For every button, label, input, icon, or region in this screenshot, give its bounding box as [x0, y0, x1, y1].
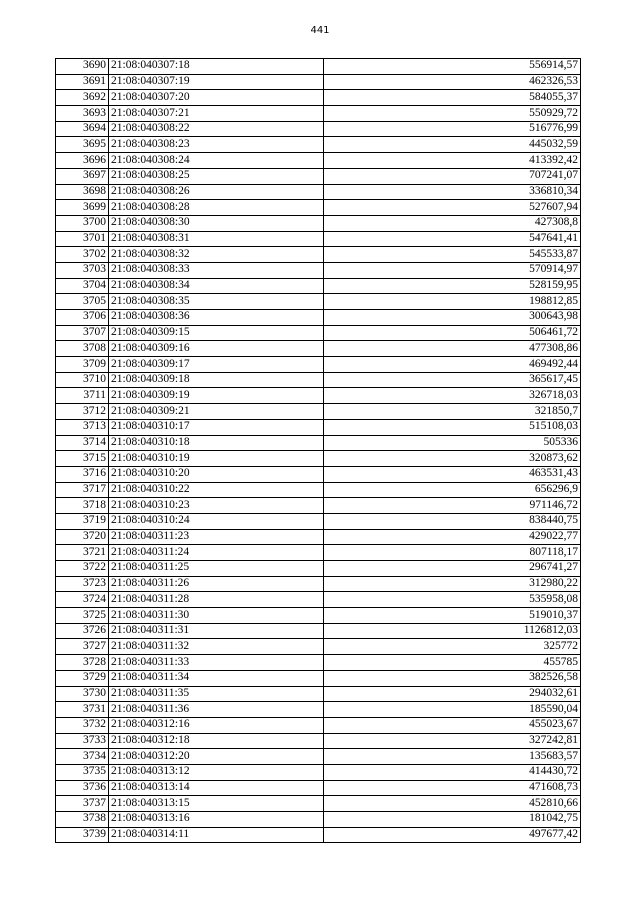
row-number-cell: 3713: [56, 419, 109, 435]
value-cell: 545533,87: [324, 247, 581, 263]
value-cell: 515108,03: [324, 419, 581, 435]
row-number-cell: 3709: [56, 357, 109, 373]
cadastral-number-cell: 21:08:040310:24: [109, 513, 324, 529]
data-table: [55, 58, 581, 843]
row-number-cell: 3702: [56, 247, 109, 263]
row-number-cell: 3717: [56, 482, 109, 498]
value-cell: 382526,58: [324, 670, 581, 686]
cadastral-number-cell: 21:08:040313:14: [109, 780, 324, 796]
page-number: 441: [310, 25, 330, 36]
cadastral-number-cell: 21:08:040310:22: [109, 482, 324, 498]
table-row: [56, 717, 581, 733]
table-row: [56, 498, 581, 514]
table-row: [56, 404, 581, 420]
value-cell: 445032,59: [324, 137, 581, 153]
row-number-cell: 3710: [56, 372, 109, 388]
cadastral-number-cell: 21:08:040313:16: [109, 812, 324, 828]
value-cell: 1126812,03: [324, 623, 581, 639]
table-row: [56, 482, 581, 498]
table-row: [56, 372, 581, 388]
value-cell: 198812,85: [324, 294, 581, 310]
value-cell: 135683,57: [324, 749, 581, 765]
value-cell: 707241,07: [324, 168, 581, 184]
row-number-cell: 3720: [56, 529, 109, 545]
table-row: [56, 529, 581, 545]
cadastral-number-cell: 21:08:040311:36: [109, 702, 324, 718]
row-number-cell: 3711: [56, 388, 109, 404]
value-cell: 365617,45: [324, 372, 581, 388]
table-row: [56, 59, 581, 75]
cadastral-number-cell: 21:08:040311:28: [109, 592, 324, 608]
row-number-cell: 3730: [56, 686, 109, 702]
table-row: [56, 310, 581, 326]
value-cell: 321850,7: [324, 404, 581, 420]
row-number-cell: 3700: [56, 215, 109, 231]
row-number-cell: 3733: [56, 733, 109, 749]
row-number-cell: 3705: [56, 294, 109, 310]
cadastral-number-cell: 21:08:040312:18: [109, 733, 324, 749]
row-number-cell: 3723: [56, 576, 109, 592]
cadastral-number-cell: 21:08:040313:12: [109, 764, 324, 780]
row-number-cell: 3716: [56, 466, 109, 482]
table-row: [56, 388, 581, 404]
row-number-cell: 3729: [56, 670, 109, 686]
row-number-cell: 3691: [56, 74, 109, 90]
value-cell: 527607,94: [324, 200, 581, 216]
value-cell: 519010,37: [324, 608, 581, 624]
table-row: [56, 827, 581, 843]
cadastral-number-cell: 21:08:040308:35: [109, 294, 324, 310]
table-row: [56, 435, 581, 451]
row-number-cell: 3735: [56, 764, 109, 780]
table-row: [56, 200, 581, 216]
row-number-cell: 3701: [56, 231, 109, 247]
cadastral-number-cell: 21:08:040311:26: [109, 576, 324, 592]
cadastral-number-cell: 21:08:040308:34: [109, 278, 324, 294]
row-number-cell: 3721: [56, 545, 109, 561]
value-cell: 505336: [324, 435, 581, 451]
row-number-cell: 3738: [56, 812, 109, 828]
value-cell: 497677,42: [324, 827, 581, 843]
cadastral-number-cell: 21:08:040308:33: [109, 262, 324, 278]
table-row: [56, 231, 581, 247]
cadastral-number-cell: 21:08:040307:19: [109, 74, 324, 90]
cadastral-number-cell: 21:08:040308:26: [109, 184, 324, 200]
table-row: [56, 796, 581, 812]
cadastral-number-cell: 21:08:040308:23: [109, 137, 324, 153]
value-cell: 429022,77: [324, 529, 581, 545]
value-cell: 528159,95: [324, 278, 581, 294]
value-cell: 185590,04: [324, 702, 581, 718]
value-cell: 516776,99: [324, 121, 581, 137]
value-cell: 838440,75: [324, 513, 581, 529]
table-row: [56, 451, 581, 467]
row-number-cell: 3739: [56, 827, 109, 843]
value-cell: 462326,53: [324, 74, 581, 90]
cadastral-number-cell: 21:08:040308:24: [109, 153, 324, 169]
value-cell: 656296,9: [324, 482, 581, 498]
table-row: [56, 608, 581, 624]
row-number-cell: 3697: [56, 168, 109, 184]
value-cell: 550929,72: [324, 106, 581, 122]
row-number-cell: 3693: [56, 106, 109, 122]
cadastral-number-cell: 21:08:040310:20: [109, 466, 324, 482]
row-number-cell: 3722: [56, 561, 109, 577]
row-number-cell: 3704: [56, 278, 109, 294]
value-cell: 326718,03: [324, 388, 581, 404]
cadastral-number-cell: 21:08:040309:18: [109, 372, 324, 388]
table-row: [56, 294, 581, 310]
cadastral-number-cell: 21:08:040309:15: [109, 325, 324, 341]
cadastral-number-cell: 21:08:040307:21: [109, 106, 324, 122]
table-row: [56, 545, 581, 561]
value-cell: 325772: [324, 639, 581, 655]
cadastral-number-cell: 21:08:040311:33: [109, 655, 324, 671]
value-cell: 455023,67: [324, 717, 581, 733]
row-number-cell: 3737: [56, 796, 109, 812]
cadastral-number-cell: 21:08:040311:30: [109, 608, 324, 624]
value-cell: 296741,27: [324, 561, 581, 577]
cadastral-number-cell: 21:08:040313:15: [109, 796, 324, 812]
row-number-cell: 3695: [56, 137, 109, 153]
cadastral-number-cell: 21:08:040310:23: [109, 498, 324, 514]
table-row: [56, 702, 581, 718]
cadastral-number-cell: 21:08:040312:20: [109, 749, 324, 765]
cadastral-number-cell: 21:08:040309:17: [109, 357, 324, 373]
value-cell: 971146,72: [324, 498, 581, 514]
table-row: [56, 466, 581, 482]
table-row: [56, 121, 581, 137]
row-number-cell: 3718: [56, 498, 109, 514]
value-cell: 535958,08: [324, 592, 581, 608]
value-cell: 547641,41: [324, 231, 581, 247]
value-cell: 570914,97: [324, 262, 581, 278]
value-cell: 471608,73: [324, 780, 581, 796]
row-number-cell: 3690: [56, 59, 109, 75]
table-row: [56, 592, 581, 608]
table-row: [56, 262, 581, 278]
cadastral-number-cell: 21:08:040308:31: [109, 231, 324, 247]
row-number-cell: 3731: [56, 702, 109, 718]
row-number-cell: 3703: [56, 262, 109, 278]
row-number-cell: 3726: [56, 623, 109, 639]
row-number-cell: 3728: [56, 655, 109, 671]
table-row: [56, 168, 581, 184]
cadastral-number-cell: 21:08:040311:35: [109, 686, 324, 702]
value-cell: 506461,72: [324, 325, 581, 341]
row-number-cell: 3734: [56, 749, 109, 765]
value-cell: 455785: [324, 655, 581, 671]
table-row: [56, 419, 581, 435]
table-row: [56, 576, 581, 592]
table-row: [56, 513, 581, 529]
value-cell: 807118,17: [324, 545, 581, 561]
value-cell: 469492,44: [324, 357, 581, 373]
cadastral-number-cell: 21:08:040310:19: [109, 451, 324, 467]
table-row: [56, 215, 581, 231]
row-number-cell: 3736: [56, 780, 109, 796]
table-row: [56, 357, 581, 373]
table-row: [56, 247, 581, 263]
row-number-cell: 3694: [56, 121, 109, 137]
cadastral-number-cell: 21:08:040308:32: [109, 247, 324, 263]
table-row: [56, 184, 581, 200]
cadastral-number-cell: 21:08:040311:24: [109, 545, 324, 561]
value-cell: 463531,43: [324, 466, 581, 482]
value-cell: 584055,37: [324, 90, 581, 106]
row-number-cell: 3714: [56, 435, 109, 451]
table-row: [56, 670, 581, 686]
value-cell: 414430,72: [324, 764, 581, 780]
value-cell: 452810,66: [324, 796, 581, 812]
table-row: [56, 764, 581, 780]
value-cell: 300643,98: [324, 310, 581, 326]
value-cell: 312980,22: [324, 576, 581, 592]
row-number-cell: 3724: [56, 592, 109, 608]
row-number-cell: 3727: [56, 639, 109, 655]
table-row: [56, 655, 581, 671]
cadastral-number-cell: 21:08:040310:18: [109, 435, 324, 451]
table-row: [56, 106, 581, 122]
row-number-cell: 3707: [56, 325, 109, 341]
value-cell: 327242,81: [324, 733, 581, 749]
row-number-cell: 3732: [56, 717, 109, 733]
value-cell: 336810,34: [324, 184, 581, 200]
cadastral-number-cell: 21:08:040309:21: [109, 404, 324, 420]
table-row: [56, 733, 581, 749]
cadastral-number-cell: 21:08:040309:19: [109, 388, 324, 404]
row-number-cell: 3698: [56, 184, 109, 200]
table-row: [56, 780, 581, 796]
table-row: [56, 812, 581, 828]
table-row: [56, 90, 581, 106]
cadastral-number-cell: 21:08:040307:20: [109, 90, 324, 106]
table-row: [56, 153, 581, 169]
cadastral-number-cell: 21:08:040311:23: [109, 529, 324, 545]
value-cell: 556914,57: [324, 59, 581, 75]
cadastral-number-cell: 21:08:040311:25: [109, 561, 324, 577]
table-row: [56, 325, 581, 341]
value-cell: 413392,42: [324, 153, 581, 169]
value-cell: 181042,75: [324, 812, 581, 828]
table-row: [56, 623, 581, 639]
table-row: [56, 278, 581, 294]
value-cell: 477308,86: [324, 341, 581, 357]
row-number-cell: 3708: [56, 341, 109, 357]
row-number-cell: 3699: [56, 200, 109, 216]
cadastral-number-cell: 21:08:040312:16: [109, 717, 324, 733]
row-number-cell: 3725: [56, 608, 109, 624]
row-number-cell: 3712: [56, 404, 109, 420]
cadastral-number-cell: 21:08:040308:36: [109, 310, 324, 326]
table-row: [56, 749, 581, 765]
table-row: [56, 561, 581, 577]
row-number-cell: 3719: [56, 513, 109, 529]
cadastral-number-cell: 21:08:040311:31: [109, 623, 324, 639]
value-cell: 320873,62: [324, 451, 581, 467]
table-row: [56, 137, 581, 153]
value-cell: 294032,61: [324, 686, 581, 702]
row-number-cell: 3715: [56, 451, 109, 467]
table-row: [56, 639, 581, 655]
cadastral-number-cell: 21:08:040308:30: [109, 215, 324, 231]
cadastral-number-cell: 21:08:040311:34: [109, 670, 324, 686]
cadastral-number-cell: 21:08:040308:28: [109, 200, 324, 216]
cadastral-number-cell: 21:08:040307:18: [109, 59, 324, 75]
row-number-cell: 3696: [56, 153, 109, 169]
value-cell: 427308,8: [324, 215, 581, 231]
cadastral-number-cell: 21:08:040309:16: [109, 341, 324, 357]
cadastral-number-cell: 21:08:040311:32: [109, 639, 324, 655]
row-number-cell: 3692: [56, 90, 109, 106]
cadastral-number-cell: 21:08:040310:17: [109, 419, 324, 435]
cadastral-number-cell: 21:08:040308:25: [109, 168, 324, 184]
cadastral-number-cell: 21:08:040314:11: [109, 827, 324, 843]
table-body: [56, 59, 581, 843]
table-row: [56, 686, 581, 702]
cadastral-number-cell: 21:08:040308:22: [109, 121, 324, 137]
row-number-cell: 3706: [56, 310, 109, 326]
table-row: [56, 341, 581, 357]
table-row: [56, 74, 581, 90]
